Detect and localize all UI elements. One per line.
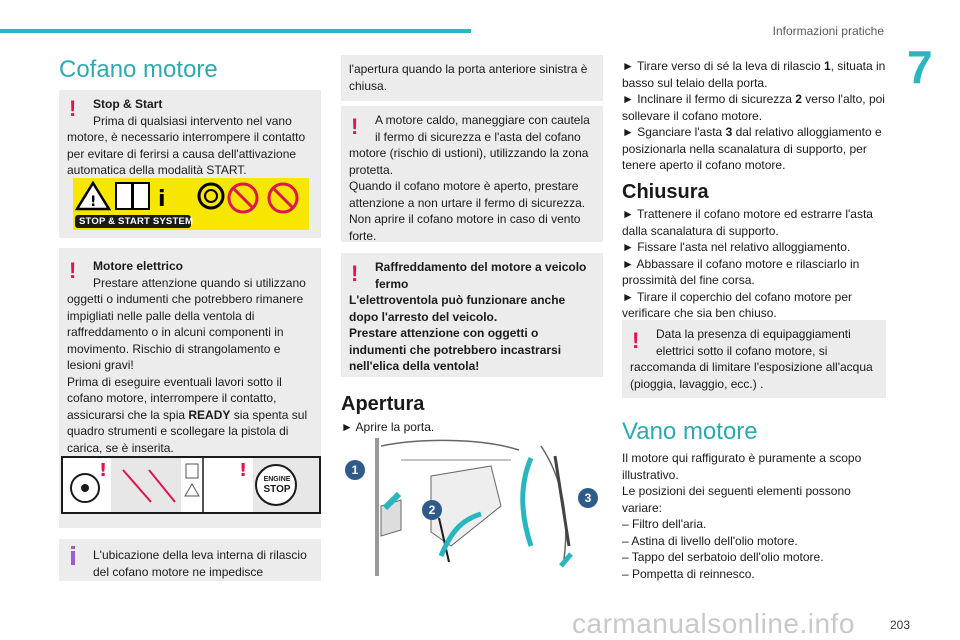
electric-motor-warning-image <box>61 456 321 514</box>
info-text-cont: l'apertura quando la porta anteriore sinistra è chiusa. <box>349 62 588 93</box>
vano-motore-text <box>622 450 886 582</box>
warning-heading: Raffreddamento del motore a veicolo <box>375 260 587 274</box>
section-header: Informazioni pratiche <box>772 24 884 38</box>
apertura-steps <box>622 58 886 174</box>
warning-icon: ! <box>69 96 77 121</box>
info-icon <box>71 551 75 565</box>
info-box-continuation <box>341 55 603 101</box>
stop-start-warning-image <box>73 178 309 230</box>
warning-text: motore, è necessario interrompere il contatto per evitare di ferirsi a causa dell'attivazione automatica della modalità START. <box>67 130 306 177</box>
warning-icon: ! <box>632 328 640 353</box>
svg-text:i: i <box>158 187 166 212</box>
warning-line: A motore caldo, maneggiare con cautela <box>375 113 590 127</box>
vano-item-3: – Tappo del serbatoio dell'olio motore. <box>622 550 824 564</box>
warning-text-2: Prestare attenzione con oggetti o indumenti che potrebbero incastrarsi nell'elica della ventola! <box>349 326 562 373</box>
info-box-hood-lever <box>59 539 321 581</box>
vano-paragraph-1: Il motore qui raffigurato è puramente a scopo illustrativo. <box>622 451 862 482</box>
warning-text: motore (rischio di ustioni), utilizzando la zona protetta. <box>349 146 589 177</box>
figure-label-1: 1 <box>351 463 359 477</box>
svg-text:!: ! <box>239 460 248 481</box>
vano-item-4: – Pompetta di reinnesco. <box>622 566 755 581</box>
warning-line: Data la presenza di equipaggiamenti <box>656 327 851 341</box>
info-text: L'ubicazione della leva interna di rilascio del cofano motore ne impedisce <box>93 548 307 579</box>
warning-box-cooling <box>341 253 603 377</box>
stop-start-system-label: STOP & START SYSTEM <box>79 216 194 227</box>
vano-item-2: – Astina di livello dell'olio motore. <box>622 533 798 548</box>
chapter-number: 7 <box>907 41 933 93</box>
warning-text: raccomanda di limitare l'esposizione all'acqua (pioggia, lavaggio, ecc.) . <box>630 360 873 391</box>
warning-text: oggetti o indumenti che potrebbero rimanere impigliati nelle palle della ventola di raffreddamento o in alcuni componenti in movimento. Rischio di strangolamento e lesioni gravi! <box>67 292 304 372</box>
apertura-step-2: ► Tirare verso di sé la leva di rilascio 1, situata in basso sul telaio della porta. <box>622 59 886 90</box>
warning-line: Prestare attenzione quando si utilizzano <box>93 275 306 290</box>
warning-line-2: il fermo di sicurezza e l'asta del cofano <box>375 129 581 144</box>
hood-opening-illustration <box>341 436 603 578</box>
warning-text-2: Quando il cofano motore è aperto, prestare attenzione a non urtare il fermo di sicurezza. Non aprire il cofano motore in caso di vento forte. <box>349 179 586 243</box>
figure-label-2: 2 <box>428 503 436 517</box>
warning-text-2: Prima di eseguire eventuali lavori sotto il cofano motore, interrompere il contatto, assicurarsi che la spia READY sia spenta sul quadro strumenti e scollegare la pistola di carica, se è inserita. <box>67 374 308 455</box>
warning-heading: Stop & Start <box>93 97 163 111</box>
apertura-step-4: ► Sganciare l'asta 3 dal relativo alloggiamento e posizionarla nella scanalatura di supporto, per tenere aperto il cofano motore. <box>622 125 882 172</box>
svg-text:!: ! <box>99 460 108 481</box>
page-number: 203 <box>889 618 910 632</box>
warning-heading-2: fermo <box>375 276 409 291</box>
vano-item-1: – Filtro dell'aria. <box>622 517 707 531</box>
chiusura-step-4: ► Tirare il coperchio del cofano motore per verificare che sia ben chiuso. <box>622 289 852 320</box>
watermark: carmanualsonline.info <box>572 608 855 639</box>
warning-line: Prima di qualsiasi intervento nel vano <box>93 113 292 128</box>
chiusura-steps <box>622 206 886 322</box>
warning-icon: ! <box>351 261 359 286</box>
figure-label-3: 3 <box>584 491 592 505</box>
warning-icon: ! <box>69 258 77 283</box>
warning-text: L'elettroventola può funzionare anche dopo l'arresto del veicolo. <box>349 293 566 324</box>
apertura-step-1: ► Aprire la porta. <box>341 420 435 434</box>
warning-box-water <box>622 320 886 398</box>
title-apertura: Apertura <box>341 393 425 415</box>
warning-line-2: elettrici sotto il cofano motore, si <box>656 343 828 358</box>
title-vano-motore: Vano motore <box>622 418 758 445</box>
header-accent-bar <box>0 29 471 33</box>
warning-box-hot-engine <box>341 106 603 242</box>
svg-text:!: ! <box>90 194 97 210</box>
title-cofano-motore: Cofano motore <box>59 56 218 83</box>
chiusura-step-2: ► Fissare l'asta nel relativo alloggiamento. <box>622 240 851 254</box>
chiusura-step-3: ► Abbassare il cofano motore e rilasciarlo in prossimità del fine corsa. <box>622 256 860 287</box>
engine-stop-badge: ENGINE STOP <box>263 476 291 495</box>
title-chiusura: Chiusura <box>622 181 709 203</box>
chiusura-step-1: ► Trattenere il cofano motore ed estrarre l'asta dalla scanalatura di supporto. <box>622 207 873 238</box>
apertura-step-3: ► Inclinare il fermo di sicurezza 2 verso l'alto, poi sollevare il cofano motore. <box>622 92 885 123</box>
vano-paragraph-2: Le posizioni dei seguenti elementi possono variare: <box>622 484 851 515</box>
warning-icon: ! <box>351 114 359 139</box>
warning-heading: Motore elettrico <box>93 259 184 273</box>
